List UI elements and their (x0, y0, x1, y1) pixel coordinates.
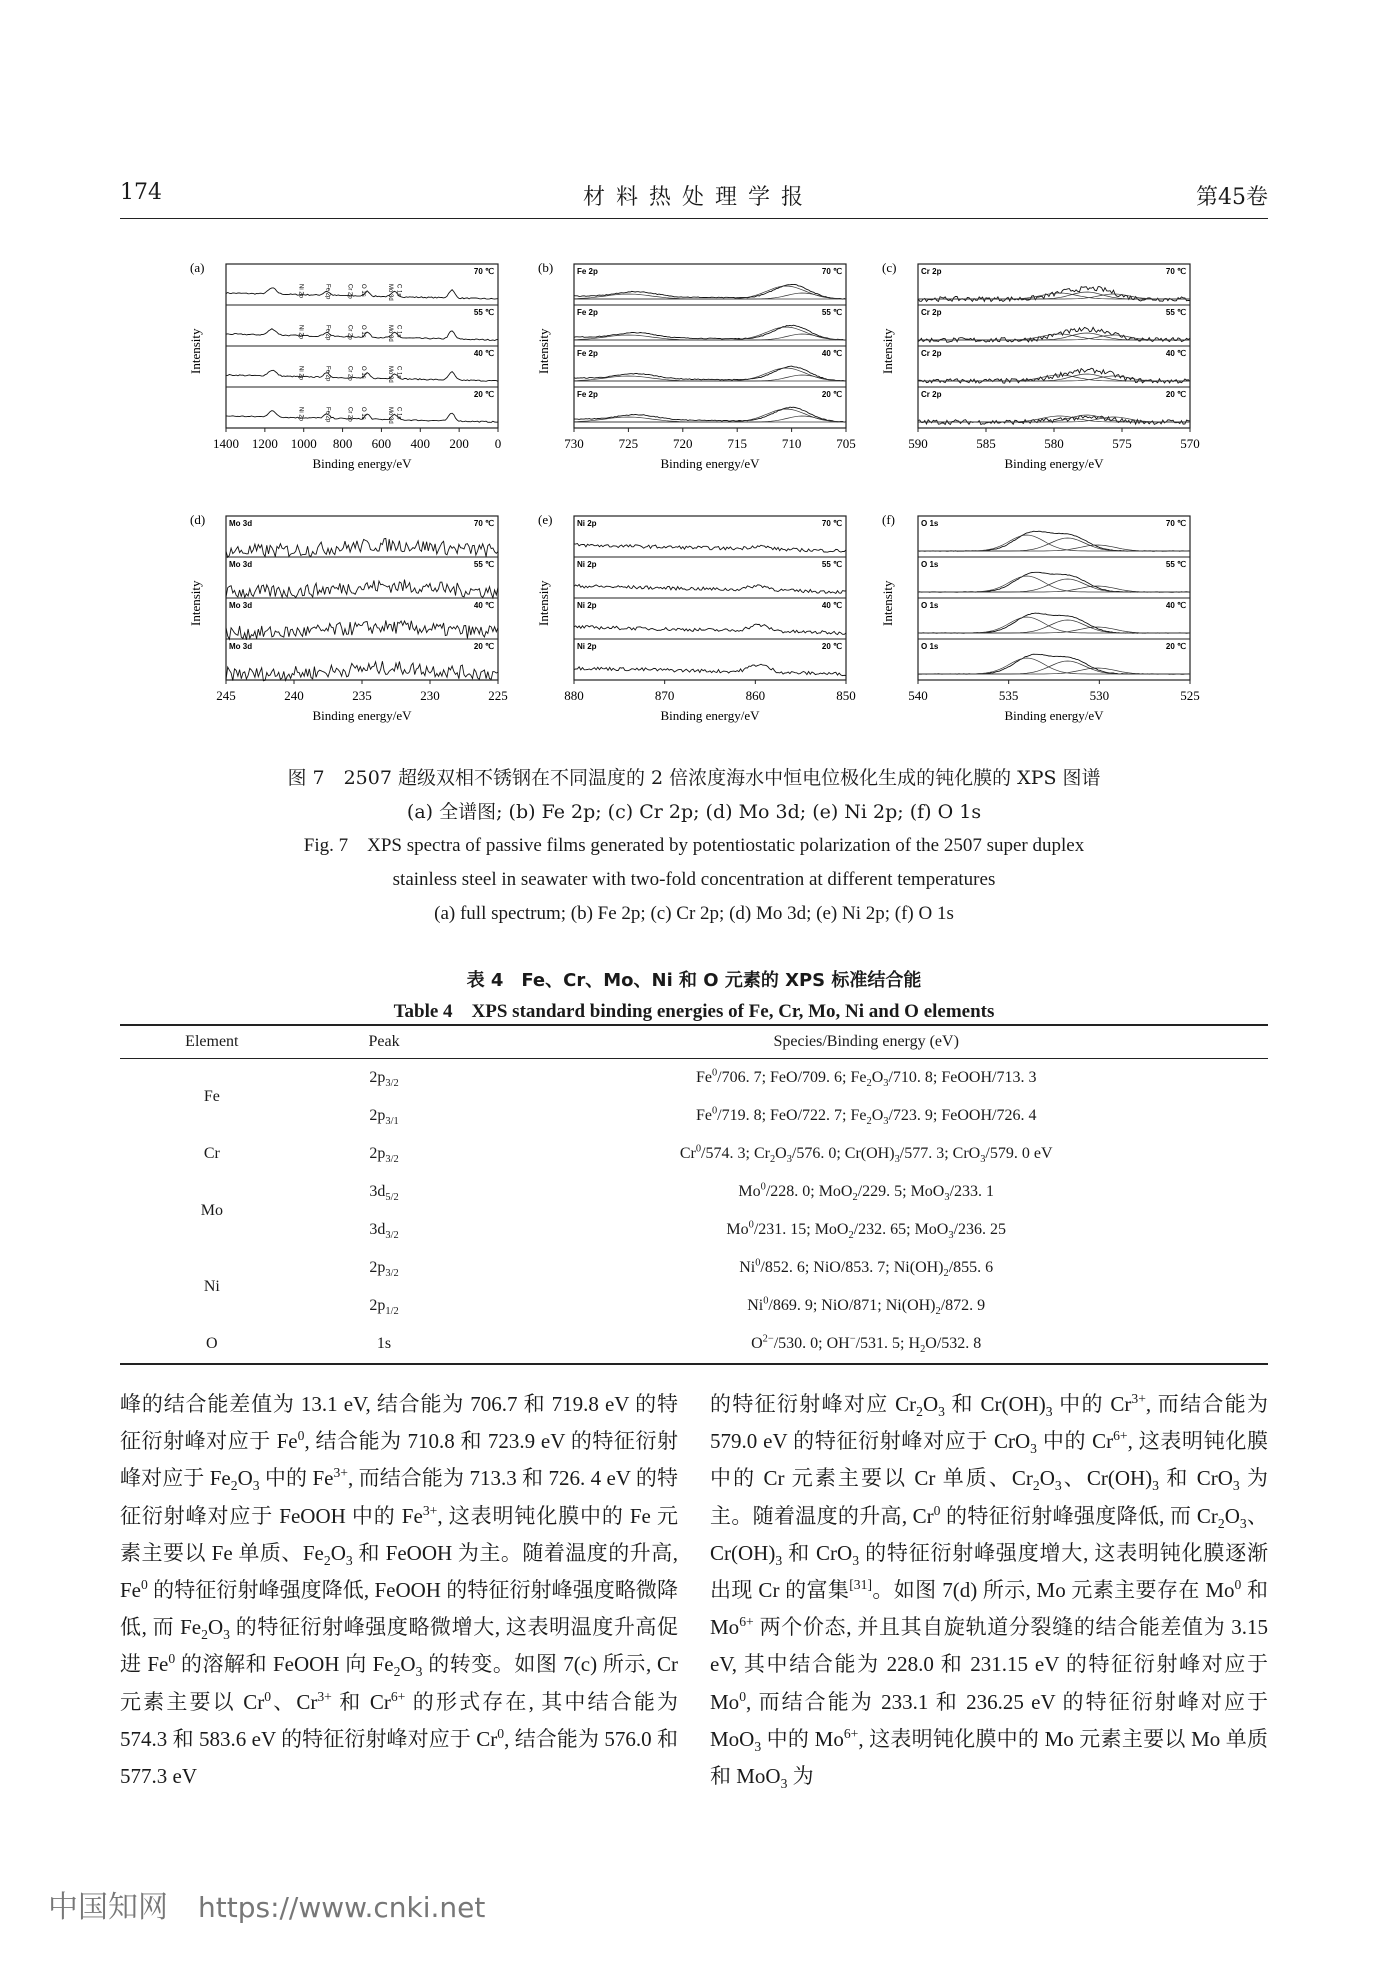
temperature-label: 20 ℃ (1165, 390, 1186, 399)
cnki-site-name: 中国知网 (48, 1890, 168, 1925)
x-tick-label: 880 (564, 688, 584, 703)
peak-mark: C 1s (395, 284, 402, 297)
spectrum-label: Cr 2p (921, 390, 942, 399)
y-axis-label: Intensity (536, 580, 551, 626)
x-tick-label: 725 (618, 436, 639, 451)
y-axis-label: Intensity (880, 328, 895, 374)
x-axis-label: Binding energy/eV (1004, 456, 1104, 471)
x-tick-label: 850 (836, 688, 856, 703)
fit-component (918, 668, 1190, 674)
peak-mark: Cr 2p (346, 284, 353, 299)
x-tick-label: 720 (673, 436, 693, 451)
table-cell-species: Ni$^0$/852. 6; NiO/853. 7; $Ni(OH)_2/855$. 6 (739, 1257, 994, 1280)
panel-letter: (b) (538, 260, 554, 275)
cnki-watermark (48, 1882, 485, 1926)
y-axis-label: Intensity (536, 328, 551, 374)
x-tick-label: 200 (449, 436, 469, 451)
spectrum-label: Fe 2p (577, 349, 598, 358)
fit-component (574, 417, 846, 422)
temperature-label: 55 ℃ (821, 560, 842, 569)
temperature-label: 70 ℃ (821, 519, 842, 528)
peak-mark: Cr 2p (346, 366, 353, 381)
x-tick-label: 235 (352, 688, 372, 703)
spectrum-label: Cr 2p (921, 267, 942, 276)
temperature-label: 70 ℃ (1165, 519, 1186, 528)
temperature-label: 70 ℃ (473, 519, 494, 528)
x-axis-label: Binding energy/eV (312, 456, 412, 471)
cnki-url[interactable]: https://www.cnki.net (198, 1891, 486, 1924)
spectrum-label: O 1s (921, 601, 939, 610)
spectrum-line (918, 416, 1190, 425)
table-body (120, 1059, 1268, 1365)
table-caption-cn: 表 4 Fe、Cr、Mo、Ni 和 O 元素的 XPS 标准结合能 (466, 970, 922, 991)
table-cell-species: Fe$^0$/719. 8; FeO/722. 7; $Fe_2O_3/723$. 9; FeOOH/726. 4 (695, 1105, 1037, 1128)
table-cell-element: Mo (200, 1202, 223, 1219)
temperature-label: 40 ℃ (1165, 601, 1186, 610)
x-tick-label: 590 (908, 436, 928, 451)
x-axis-label: Binding energy/eV (1004, 708, 1104, 723)
temperature-label: 20 ℃ (473, 642, 494, 651)
table-row (120, 1173, 1268, 1211)
fit-component (574, 335, 846, 340)
table-cell-element: Ni (203, 1278, 220, 1295)
spectrum-line (574, 664, 846, 675)
spectrum-label: O 1s (921, 519, 939, 528)
spectrum-label: Mo 3d (229, 601, 253, 610)
body-paragraph-left: 峰的结合能差值为 13.1 eV, 结合能为 706.7 和 719.8 eV 的特征衍射峰对应于 Fe$^0$, 结合能为 710.8 和 723.9 eV 的特征衍射峰对应于 $Fe_2O_3$ 中的 $Fe^{3+}$, 而结合能为 713.3 和 726. 4 eV 的特征衍射峰对应于 FeOOH 中的 $Fe^{3+}$, 这表明钝化膜中的 Fe 元素主要以 Fe 单质、$Fe_2O_3$ 和 FeOOH 为主。随着温度的升高, Fe$^0$ 的特征衍射峰强度降低, FeOOH 的特征衍射峰强度略微降低, 而 $Fe_2O_3$ 的特征衍射峰强度略微增大, 这表明温度升高促进 Fe$^0$ 的溶解和 FeOOH 向 $Fe_2O_3$ 的转变。如图 7(c) 所示, Cr 元素主要以 Cr$^0$、$Cr^{3+}$ 和 $Cr^{6+}$ 的形式存在, 其中结合能为 574.3 和 583.6 eV 的特征衍射峰对应于 Cr$^0$, 结合能为 576.0 和 577.3 eV (120, 1392, 679, 1789)
xps-binding-energy-table (120, 1024, 1268, 1365)
spectrum-label: O 1s (921, 642, 939, 651)
spectrum-line (574, 407, 846, 422)
table-cell-peak: 1s (304, 1325, 465, 1364)
fit-component (918, 661, 1190, 674)
temperature-label: 70 ℃ (473, 267, 494, 276)
panel-d-plot (188, 512, 508, 723)
panel-a (188, 260, 502, 471)
peak-mark: Ni 2p (297, 284, 304, 299)
panel-b (536, 260, 856, 471)
spectrum-line (226, 661, 498, 681)
peak-mark: O 1s (360, 284, 366, 297)
table-row (120, 1059, 1268, 1098)
temperature-label: 40 ℃ (821, 349, 842, 358)
x-tick-label: 860 (745, 688, 766, 703)
temperature-label: 70 ℃ (1165, 267, 1186, 276)
table-cell-species: Ni$^0$/869. 9; NiO/871; $Ni(OH)_2/872$. 9 (747, 1295, 986, 1318)
header-rule (120, 218, 1268, 219)
x-tick-label: 530 (1089, 688, 1110, 703)
fit-component (918, 545, 1190, 551)
panel-letter: (c) (882, 260, 897, 275)
panel-d (188, 512, 508, 723)
temperature-label: 55 ℃ (473, 308, 494, 317)
table-cell-peak: $2p_{3/2}$ (369, 1145, 399, 1166)
peak-mark: C 1s (395, 407, 402, 420)
y-axis-label: Intensity (188, 328, 203, 374)
figure-subcaption-cn: (a) 全谱图; (b) Fe 2p; (c) Cr 2p; (d) Mo 3d; (e) Ni 2p; (f) O 1s (406, 801, 982, 823)
peak-mark: Mo 3d (387, 284, 394, 301)
x-tick-label: 535 (998, 688, 1019, 703)
spectrum-label: Cr 2p (921, 349, 942, 358)
spectrum-label: Cr 2p (921, 308, 942, 317)
spectrum-line (574, 325, 846, 340)
x-tick-label: 600 (371, 436, 392, 451)
spectrum-line (226, 621, 498, 640)
table-row (120, 1325, 1268, 1364)
spectrum-line (226, 538, 498, 557)
temperature-label: 55 ℃ (821, 308, 842, 317)
peak-mark: Mo 3d (387, 407, 394, 424)
x-tick-label: 525 (1180, 688, 1200, 703)
spectrum-line (574, 544, 846, 553)
temperature-label: 55 ℃ (473, 560, 494, 569)
table-cell-peak: $3d_{3/2}$ (369, 1221, 399, 1242)
table-row (120, 1249, 1268, 1287)
table-cell-species: Cr$^0$/574. 3; $Cr_2O_3/576$. 0; $Cr(OH)_3/577$. 3; CrO$_3$/579. 0 eV (679, 1143, 1053, 1166)
spectrum-label: Fe 2p (577, 390, 598, 399)
x-tick-label: 570 (1180, 436, 1200, 451)
panel-letter: (f) (882, 512, 895, 527)
temperature-label: 20 ℃ (473, 390, 494, 399)
x-tick-label: 225 (488, 688, 508, 703)
spectrum-line (574, 624, 846, 634)
temperature-label: 40 ℃ (473, 349, 494, 358)
x-tick-label: 580 (1044, 436, 1064, 451)
x-tick-label: 540 (908, 688, 928, 703)
fit-component (918, 658, 1190, 674)
table-cell-element: Fe (203, 1088, 220, 1105)
table-cell-species: Mo$^0$/231. 15; MoO$_2$/232. 65; MoO$_3$/236. 25 (726, 1219, 1007, 1242)
peak-mark: Ni 2p (297, 366, 304, 381)
peak-mark: Cr 2p (346, 325, 353, 340)
x-tick-label: 710 (781, 436, 802, 451)
y-axis-label: Intensity (188, 580, 203, 626)
x-tick-label: 800 (332, 436, 353, 451)
table-row (120, 1135, 1268, 1173)
page-number: 174 (120, 180, 162, 205)
x-tick-label: 705 (836, 436, 856, 451)
spectrum-label: Ni 2p (577, 519, 597, 528)
fit-component (574, 294, 846, 299)
panel-e-plot (536, 512, 856, 723)
spectrum-line (574, 585, 846, 594)
x-tick-label: 1000 (290, 436, 317, 451)
table-cell-species: Mo$^0$/228. 0; MoO$_2$/229. 5; MoO$_3$/233. 1 (738, 1181, 995, 1204)
panel-c (880, 260, 1200, 471)
peak-mark: Mo 3d (387, 366, 394, 383)
temperature-label: 55 ℃ (1165, 308, 1186, 317)
peak-mark: O 1s (360, 407, 366, 420)
panel-e (536, 512, 856, 723)
x-tick-label: 0 (494, 436, 502, 451)
body-paragraph-right: 的特征衍射峰对应 $Cr_2O_3$ 和 $Cr(OH)_3$ 中的 $Cr^{3+}$, 而结合能为 579.0 eV 的特征衍射峰对应于 CrO$_3$ 中的 $Cr^{6+}$, 这表明钝化膜中的 Cr 元素主要以 Cr 单质、$Cr_2O_3$、$Cr(OH)_3$ 和 CrO$_3$ 为主。随着温度的升高, Cr$^0$ 的特征衍射峰强度降低, 而 $Cr_2O_3$、$Cr(OH)_3$ 和 CrO$_3$ 的特征衍射峰强度增大, 这表明钝化膜逐渐出现 Cr 的富集[31]。如图 7(d) 所示, Mo 元素主要存在 Mo$^0$ 和 $Mo^{6+}$ 两个价态, 并且其自旋轨道分裂缝的结合能差值为 3.15 eV, 其中结合能为 228.0 和 231.15 eV 的特征衍射峰对应于 Mo$^0$, 而结合能为 233.1 和 236.25 eV 的特征衍射峰对应于 MoO$_3$ 中的 $Mo^{6+}$, 这表明钝化膜中的 Mo 元素主要以 Mo 单质和 MoO$_3$ 为 (710, 1391, 1269, 1792)
table-cell-species: $O^{2-}/530$. 0; OH−/531. 5; $H_2O/532$. 8 (464, 1325, 1268, 1364)
temperature-label: 40 ℃ (821, 601, 842, 610)
table-header-species: Species/Binding energy (eV) (464, 1025, 1268, 1059)
table-cell-element: O (120, 1325, 304, 1364)
x-tick-label: 715 (727, 436, 747, 451)
table-cell-peak: $2p_{3/2}$ (369, 1069, 399, 1090)
fit-component (918, 627, 1190, 633)
fit-component (918, 576, 1190, 592)
x-tick-label: 400 (410, 436, 431, 451)
panel-letter: (a) (190, 260, 205, 275)
peak-mark: Fe 2p (324, 366, 331, 382)
journal-title: 材 料 热 处 理 学 报 (583, 185, 805, 210)
panel-f (880, 512, 1200, 723)
peak-mark: Fe 2p (324, 407, 331, 423)
temperature-label: 55 ℃ (1165, 560, 1186, 569)
x-axis-label: Binding energy/eV (660, 456, 760, 471)
fit-component (918, 586, 1190, 592)
peak-mark: O 1s (360, 325, 366, 338)
spectrum-label: Ni 2p (577, 560, 597, 569)
table-header-element: Element (120, 1025, 304, 1059)
panel-b-plot (536, 260, 856, 471)
x-tick-label: 240 (284, 688, 304, 703)
figure-caption-en-2: stainless steel in seawater with two-fold concentration at different temperatures (392, 869, 996, 890)
temperature-label: 20 ℃ (821, 390, 842, 399)
fit-component (918, 579, 1190, 592)
panel-c-plot (880, 260, 1200, 471)
spectrum-label: Mo 3d (229, 519, 253, 528)
x-tick-label: 1400 (213, 436, 239, 451)
fit-component (918, 617, 1190, 633)
x-tick-label: 575 (1112, 436, 1132, 451)
spectrum-line (226, 580, 498, 598)
x-tick-label: 585 (976, 436, 996, 451)
temperature-label: 20 ℃ (1165, 642, 1186, 651)
fit-component (918, 620, 1190, 633)
table-cell-peak: $2p_{3/1}$ (369, 1107, 399, 1128)
peak-mark: C 1s (395, 325, 402, 338)
peak-mark: Fe 2p (324, 325, 331, 341)
figure-caption-en-1: Fig. 7 XPS spectra of passive films generated by potentiostatic polarization of the 2507 super duplex (303, 835, 1085, 856)
spectrum-label: O 1s (921, 560, 939, 569)
x-axis-label: Binding energy/eV (660, 708, 760, 723)
x-axis-label: Binding energy/eV (312, 708, 412, 723)
panel-f-plot (880, 512, 1200, 723)
spectrum-label: Fe 2p (577, 308, 598, 317)
figure-subcaption-en: (a) full spectrum; (b) Fe 2p; (c) Cr 2p; (d) Mo 3d; (e) Ni 2p; (f) O 1s (434, 903, 954, 924)
table-caption-en: Table 4 XPS standard binding energies of Fe, Cr, Mo, Ni and O elements (393, 1001, 995, 1022)
peak-mark: Fe 2p (324, 284, 331, 300)
fit-component (918, 535, 1190, 551)
spectrum-label: Ni 2p (577, 642, 597, 651)
x-tick-label: 230 (420, 688, 440, 703)
spectrum-label: Fe 2p (577, 267, 598, 276)
peak-mark: C 1s (395, 366, 402, 379)
temperature-label: 20 ℃ (821, 642, 842, 651)
spectrum-label: Mo 3d (229, 642, 253, 651)
table-cell-peak: $2p_{1/2}$ (369, 1297, 399, 1318)
figure-caption-cn: 图 7 2507 超级双相不锈钢在不同温度的 2 倍浓度海水中恒电位极化生成的钝化膜的 XPS 图谱 (287, 767, 1101, 789)
y-axis-label: Intensity (880, 580, 895, 626)
spectrum-label: Ni 2p (577, 601, 597, 610)
panel-letter: (d) (190, 512, 206, 527)
panel-letter: (e) (538, 512, 553, 527)
peak-mark: Mo 3d (387, 325, 394, 342)
x-tick-label: 245 (216, 688, 236, 703)
peak-mark: O 1s (360, 366, 366, 379)
spectrum-line (574, 285, 846, 300)
table-cell-species: Fe$^0$/706. 7; FeO/709. 6; $Fe_2O_3/710$. 8; FeOOH/713. 3 (695, 1067, 1037, 1090)
peak-mark: Cr 2p (346, 407, 353, 422)
volume-label: 第45卷 (1196, 185, 1268, 210)
body-column-right (710, 1386, 1268, 1795)
table-cell-peak: $2p_{3/2}$ (369, 1259, 399, 1280)
temperature-label: 70 ℃ (821, 267, 842, 276)
body-column-left (120, 1386, 678, 1795)
spectrum-line (574, 366, 846, 381)
x-tick-label: 730 (564, 436, 584, 451)
x-tick-label: 870 (654, 688, 675, 703)
panel-a-plot (188, 260, 502, 471)
x-tick-label: 1200 (251, 436, 278, 451)
table-cell-peak: $3d_{5/2}$ (369, 1183, 399, 1204)
peak-mark: Ni 2p (297, 325, 304, 340)
peak-mark: Ni 2p (297, 407, 304, 422)
table-header-peak: Peak (304, 1025, 465, 1059)
temperature-label: 40 ℃ (473, 601, 494, 610)
temperature-label: 40 ℃ (1165, 349, 1186, 358)
fit-component (574, 376, 846, 381)
spectrum-label: Mo 3d (229, 560, 253, 569)
fit-component (918, 538, 1190, 551)
table-cell-element: Cr (203, 1145, 220, 1162)
